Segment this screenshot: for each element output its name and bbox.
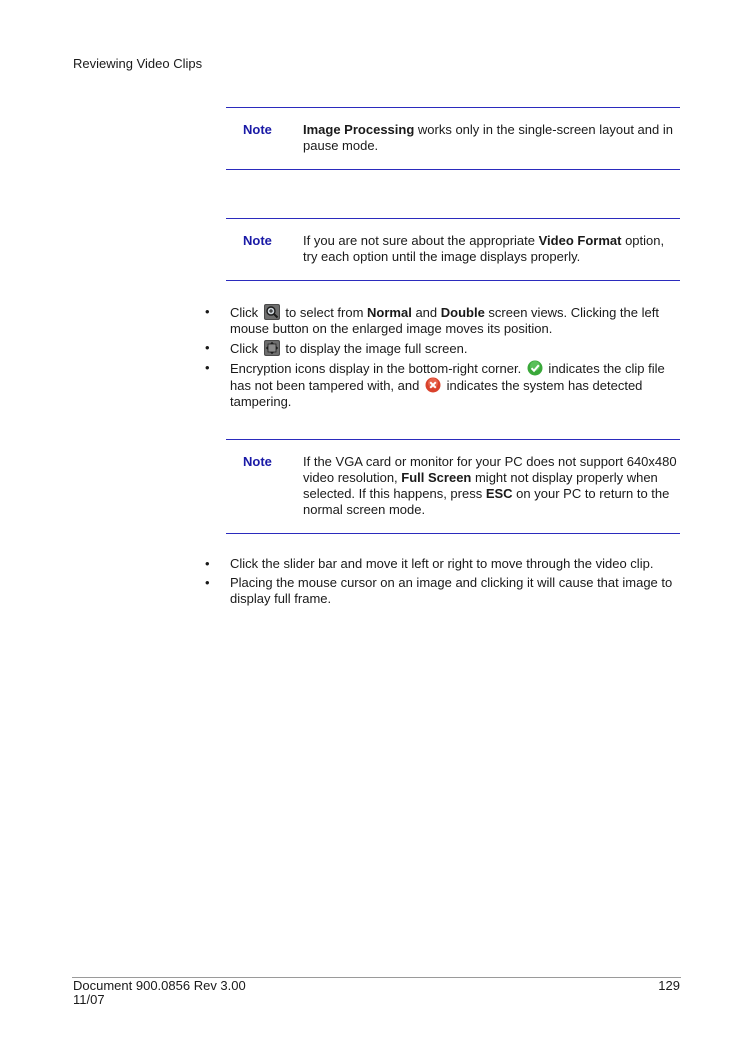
bullet-dot: • [205,360,210,375]
footer-document-info [73,979,246,1007]
bullet-dot: • [205,575,210,590]
note-image-processing [226,107,680,170]
error-icon [425,377,441,393]
fullscreen-icon [264,340,280,356]
list-item: • Click to select from Normal and Double screen views. Clicking the left mouse button on the enlarged image moves its position. [205,304,659,336]
bullet-dot: • [205,304,210,319]
note-label: Note [243,122,272,137]
note-bold-term: Image Processing [303,122,415,137]
note-video-format [226,218,680,281]
bullet-list-view-options [205,304,683,413]
footer-document-number: Document 900.0856 Rev 3.00 [73,978,246,993]
note-label: Note [243,233,272,248]
check-icon [527,360,543,376]
note-bold-term: Video Format [538,233,622,248]
bullet-dot: • [205,556,210,571]
note-text: Image Processing works only in the single-screen layout and in pause mode. [303,122,673,153]
note-bold-term: Full Screen [401,470,472,485]
note-full-screen [226,439,680,534]
footer-date: 11/07 [73,992,105,1007]
note-text: If the VGA card or monitor for your PC does not support 640x480 video resolution, Full Screen might not display properly when selected. If this happens, press ESC on your PC to return to the normal screen mode. [303,454,677,517]
list-item: • Encryption icons display in the bottom-right corner. indicates the clip file has not been tampered with, and indicates the system has detected tampering. [205,360,665,409]
page-number: 129 [658,978,680,993]
zoom-icon [264,304,280,320]
note-text: If you are not sure about the appropriate Video Format option, try each option until the image displays properly. [303,233,665,264]
note-label: Note [243,454,272,469]
bullet-dot: • [205,340,210,355]
page-header-title: Reviewing Video Clips [73,56,203,71]
list-item: • Placing the mouse cursor on an image and clicking it will cause that image to display full frame. [205,575,673,606]
note-bold-term: ESC [485,486,513,501]
bullet-list-navigation [205,556,683,610]
list-item: • Click the slider bar and move it left or right to move through the video clip. [205,556,654,571]
list-item: • Click to display the image full screen. [205,340,468,356]
